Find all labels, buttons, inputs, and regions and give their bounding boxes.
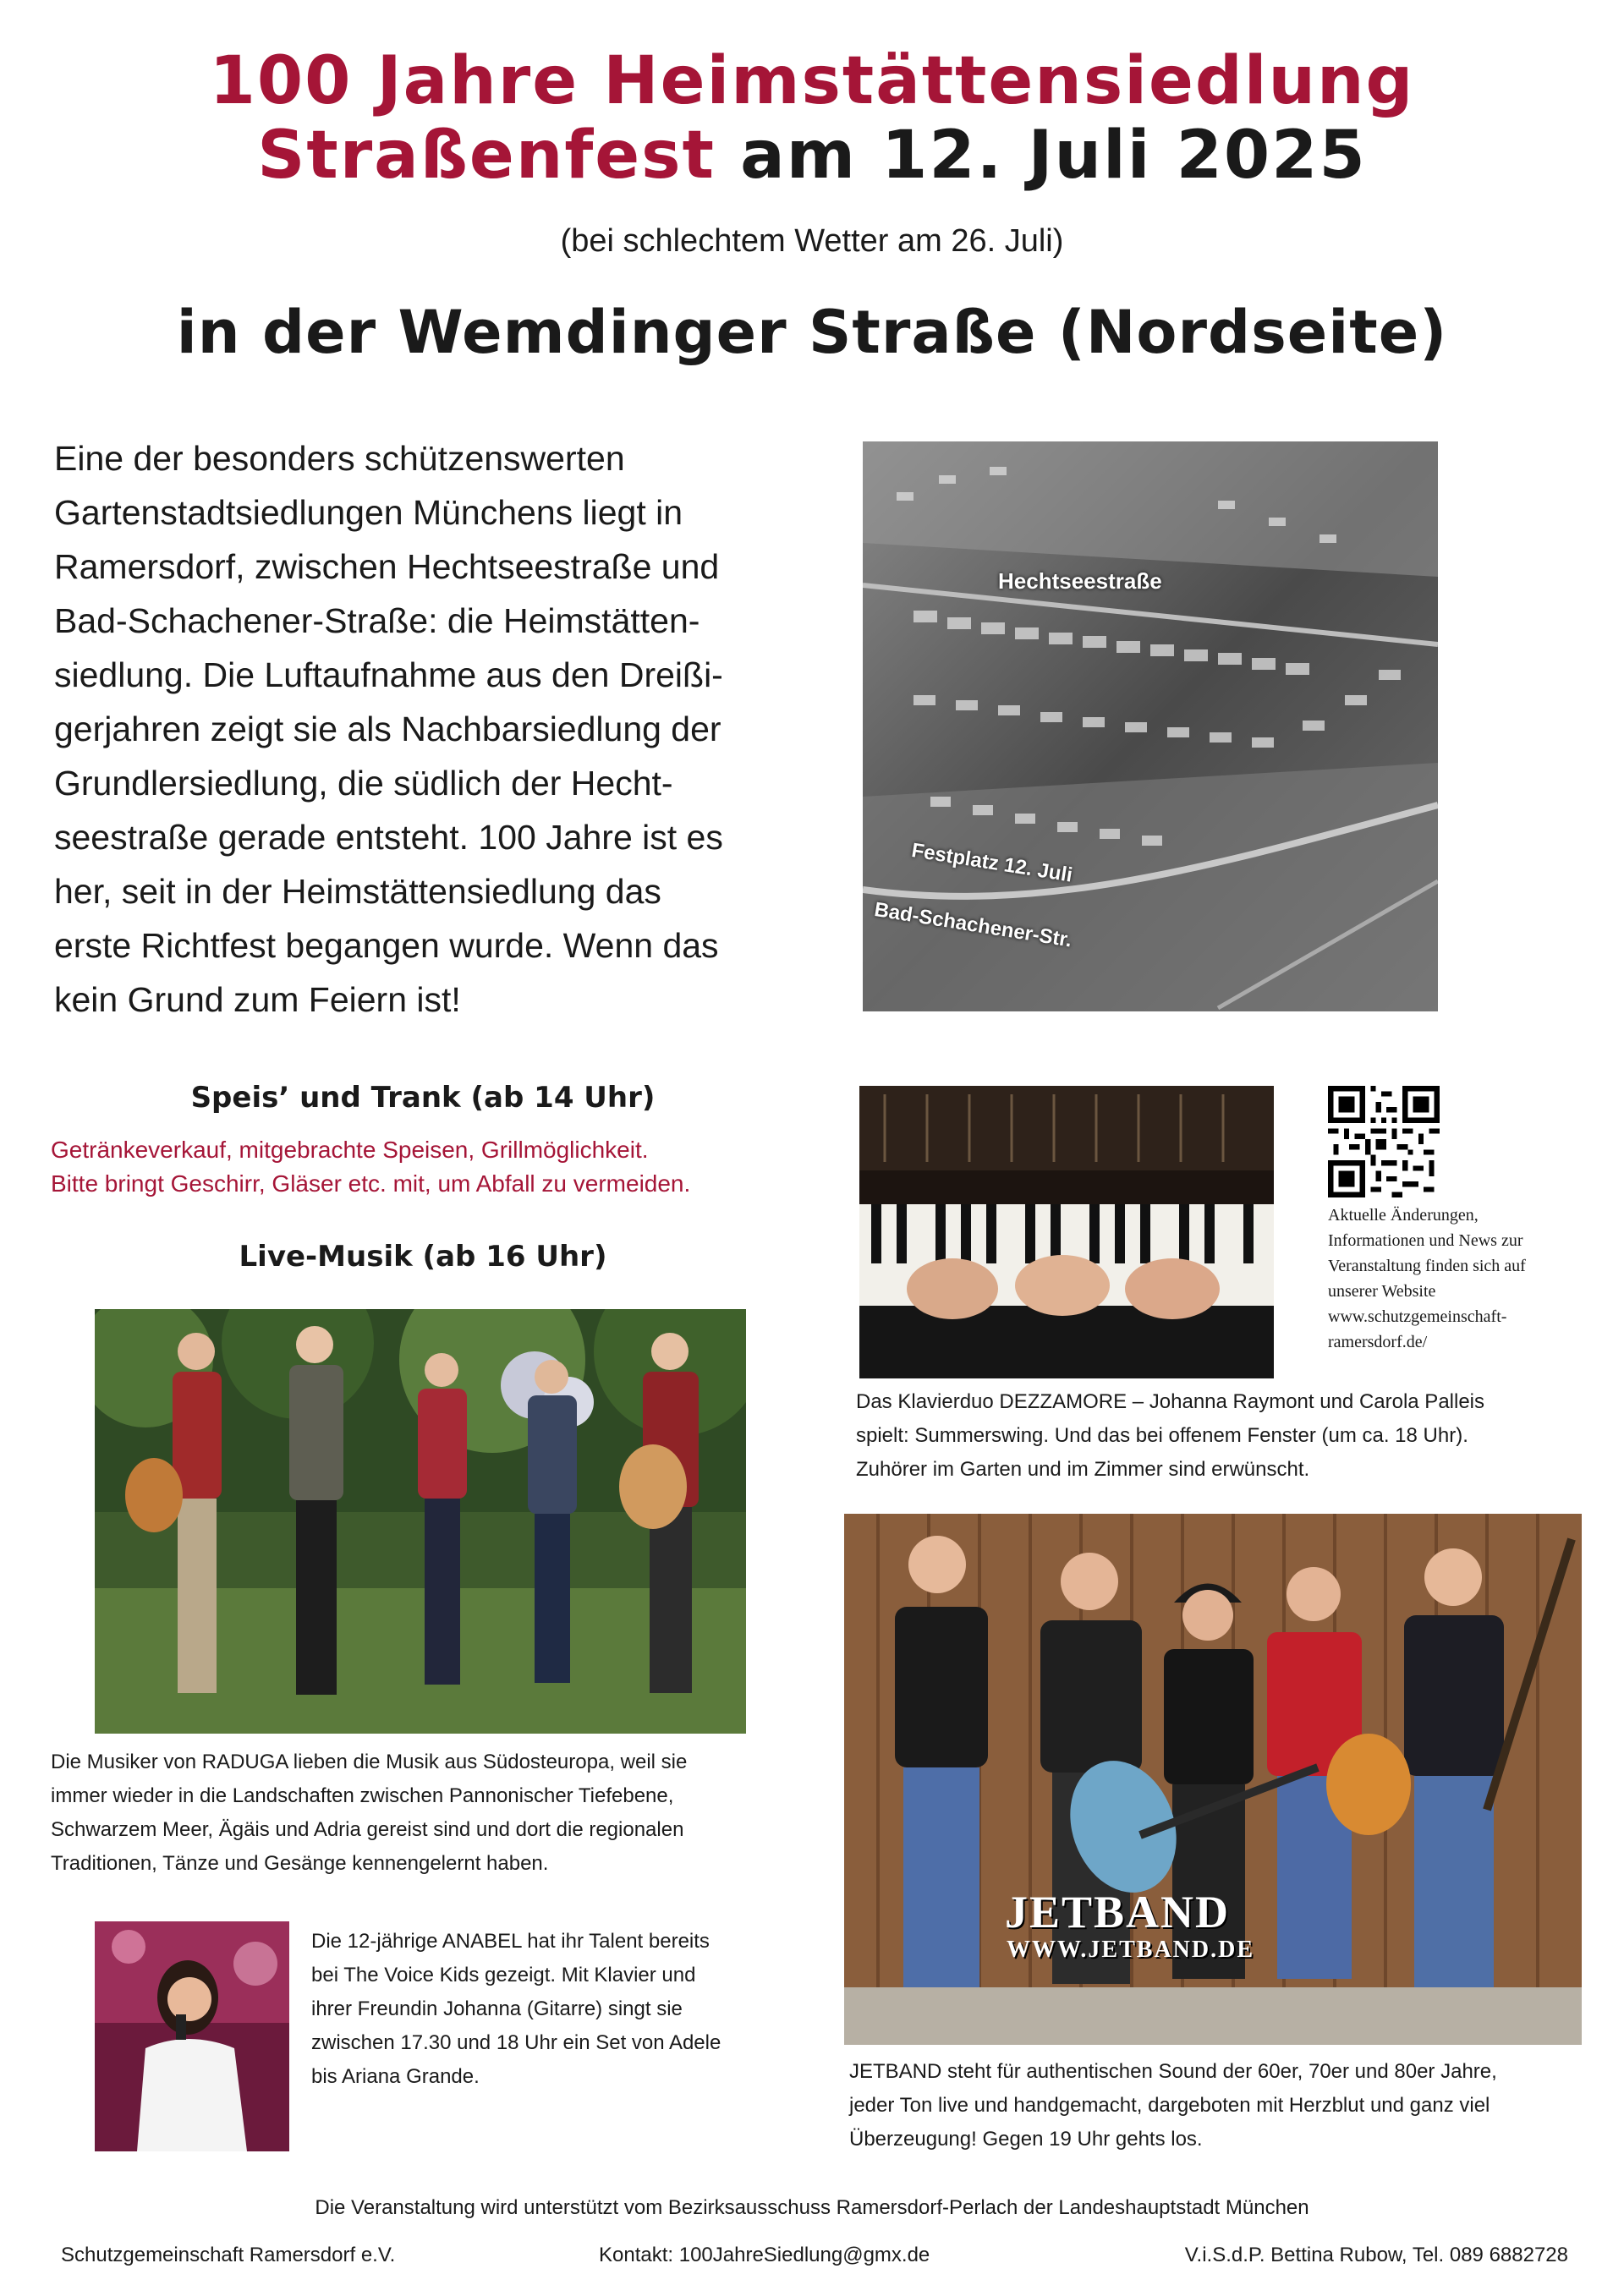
raduga-line: immer wieder in die Landschaften zwischen Pannonischer Tiefebene, xyxy=(51,1784,674,1807)
anabel-line: zwischen 17.30 und 18 Uhr ein Set von Adele xyxy=(311,2031,721,2054)
footer-contact[interactable]: Kontakt: 100JahreSiedlung@gmx.de xyxy=(599,2244,930,2266)
jetband-line: jeder Ton live und handgemacht, dargeboten mit Herzblut und ganz viel xyxy=(849,2094,1490,2117)
intro-line: Eine der besonders schützenswerten xyxy=(54,439,625,478)
qr-line: Aktuelle Änderungen, xyxy=(1328,1206,1479,1225)
food-line: Getränkeverkauf, mitgebrachte Speisen, Grillmöglichkeit. xyxy=(51,1137,649,1163)
qr-line: unserer Website xyxy=(1328,1282,1436,1301)
piano-caption xyxy=(856,1385,1600,1487)
footer-visdp: V.i.S.d.P. Bettina Rubow, Tel. 089 6882728 xyxy=(1184,2244,1568,2266)
anabel-photo xyxy=(95,1921,289,2151)
jetband-line: JETBAND steht für authentischen Sound der 60er, 70er und 80er Jahre, xyxy=(849,2060,1497,2083)
anabel-line: Die 12-jährige ANABEL hat ihr Talent bereits xyxy=(311,1930,710,1953)
music-heading: Live-Musik (ab 16 Uhr) xyxy=(239,1240,607,1274)
title-line-1: 100 Jahre Heimstättensiedlung xyxy=(209,43,1415,119)
anabel-line: bei The Voice Kids gezeigt. Mit Klavier und xyxy=(311,1964,696,1986)
raduga-line: Die Musiker von RADUGA lieben die Musik aus Südosteuropa, weil sie xyxy=(51,1751,688,1773)
piano-line: spielt: Summerswing. Und das bei offenem Fenster (um ca. 18 Uhr). xyxy=(856,1424,1468,1447)
footer-organization: Schutzgemeinschaft Ramersdorf e.V. xyxy=(61,2244,396,2266)
jetband-url: WWW.JETBAND.DE xyxy=(1007,1937,1255,1963)
intro-line: seestraße gerade entsteht. 100 Jahre ist es xyxy=(54,818,723,857)
food-line: Bitte bringt Geschirr, Gläser etc. mit, um Abfall zu vermeiden. xyxy=(51,1170,691,1197)
aerial-label-hechtseestrasse: Hechtseestraße xyxy=(998,568,1162,594)
intro-line: Gartenstadtsiedlungen Münchens liegt in xyxy=(54,493,683,532)
intro-line: erste Richtfest begangen wurde. Wenn das xyxy=(54,926,719,965)
jetband-caption xyxy=(849,2055,1610,2156)
food-heading: Speis’ und Trank (ab 14 Uhr) xyxy=(190,1081,656,1115)
piano-line: Das Klavierduo DEZZAMORE – Johanna Raymont und Carola Palleis xyxy=(856,1390,1485,1413)
aerial-photo xyxy=(863,441,1438,1011)
jetband-line: Überzeugung! Gegen 19 Uhr gehts los. xyxy=(849,2128,1203,2151)
raduga-photo xyxy=(95,1309,746,1734)
qr-line: Veranstaltung finden sich auf xyxy=(1328,1257,1526,1275)
raduga-caption xyxy=(51,1745,812,1881)
intro-line: her, seit in der Heimstättensiedlung das xyxy=(54,872,661,911)
aerial-label-bad-schachener: Bad-Schachener-Str. xyxy=(872,898,1074,952)
intro-line: kein Grund zum Feiern ist! xyxy=(54,980,461,1019)
qr-line: Informationen und News zur xyxy=(1328,1231,1523,1250)
intro-line: siedlung. Die Luftaufnahme aus den Dreißi- xyxy=(54,655,723,694)
qr-code[interactable] xyxy=(1328,1086,1440,1197)
raduga-line: Schwarzem Meer, Ägäis und Adria gereist sind und dort die regionalen xyxy=(51,1818,684,1841)
website-link[interactable]: ramersdorf.de/ xyxy=(1328,1333,1428,1351)
aerial-label-festplatz: Festplatz 12. Juli xyxy=(909,839,1074,887)
title-line-2 xyxy=(0,115,1624,196)
footer-support: Die Veranstaltung wird unterstützt vom Bezirksausschuss Ramersdorf-Perlach der Landeshauptstadt München xyxy=(315,2196,1309,2219)
anabel-caption xyxy=(311,1925,819,2094)
intro-line: gerjahren zeigt sie als Nachbarsiedlung der xyxy=(54,710,721,748)
anabel-line: bis Ariana Grande. xyxy=(311,2065,480,2088)
title-date: am 12. Juli 2025 xyxy=(740,118,1367,194)
jetband-logo: JETBAND xyxy=(1005,1887,1231,1937)
rain-date: (bei schlechtem Wetter am 26. Juli) xyxy=(560,223,1064,259)
qr-caption xyxy=(1328,1203,1599,1355)
intro-text xyxy=(54,431,832,1027)
anabel-line: ihrer Freundin Johanna (Gitarre) singt sie xyxy=(311,1997,683,2020)
intro-line: Bad-Schachener-Straße: die Heimstätten- xyxy=(54,601,700,640)
raduga-line: Traditionen, Tänze und Gesänge kennengelernt haben. xyxy=(51,1852,549,1875)
website-link[interactable]: www.schutzgemeinschaft- xyxy=(1328,1307,1507,1326)
intro-line: Grundlersiedlung, die südlich der Hecht- xyxy=(54,764,673,803)
piano-line: Zuhörer im Garten und im Zimmer sind erwünscht. xyxy=(856,1458,1310,1481)
intro-line: Ramersdorf, zwischen Hechtseestraße und xyxy=(54,547,720,586)
title-street-festival: Straßenfest xyxy=(257,118,716,194)
location-heading: in der Wemdinger Straße (Nordseite) xyxy=(176,298,1448,367)
food-text xyxy=(51,1133,829,1201)
piano-photo xyxy=(859,1086,1274,1378)
jetband-photo xyxy=(844,1514,1582,2045)
